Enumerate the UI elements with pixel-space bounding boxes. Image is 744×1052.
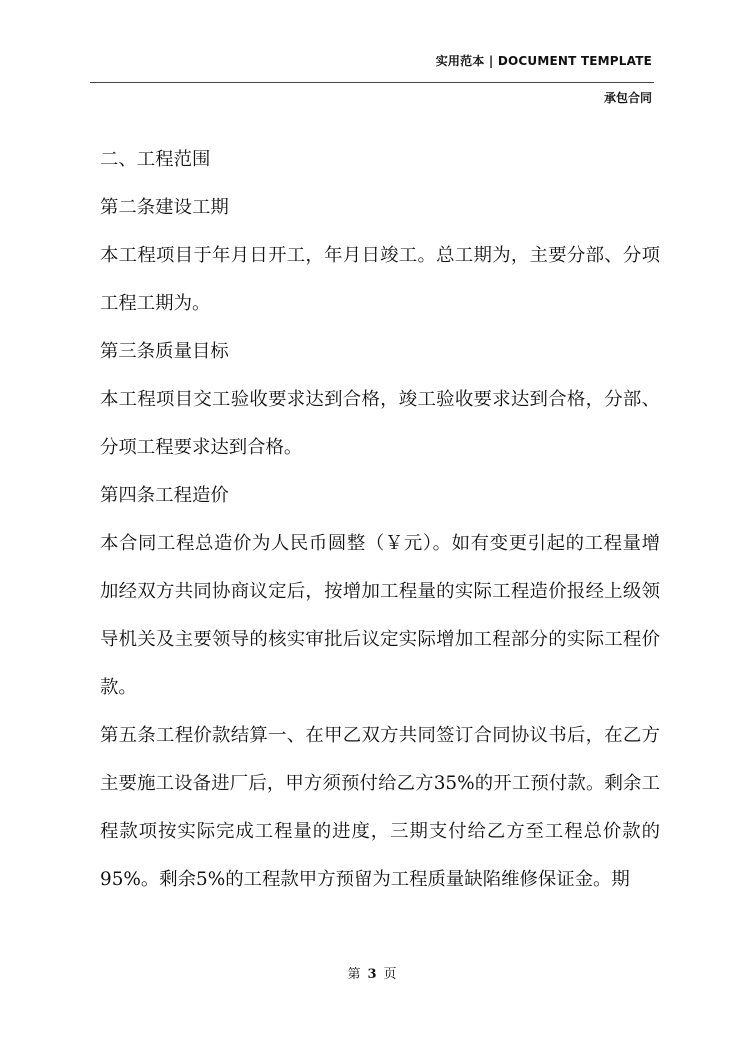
footer-prefix: 第 xyxy=(347,967,361,982)
header-title: 实用范本 | DOCUMENT TEMPLATE xyxy=(435,54,652,68)
page-footer xyxy=(0,963,744,982)
article-2-text: 本工程项目于年月日开工，年月日竣工。总工期为，主要分部、分项工程工期为。 xyxy=(100,245,660,314)
document-body xyxy=(100,136,660,904)
article-3-heading: 第三条质量目标 xyxy=(100,341,229,362)
header-divider xyxy=(90,82,654,83)
article-2-heading: 第二条建设工期 xyxy=(100,197,229,218)
article-4-heading: 第四条工程造价 xyxy=(100,485,229,506)
article-3-text: 本工程项目交工验收要求达到合格，竣工验收要求达到合格，分部、分项工程要求达到合格。 xyxy=(100,389,660,458)
article-4-text: 本合同工程总造价为人民币圆整（￥元）。如有变更引起的工程量增加经双方共同协商议定后，按增加工程量的实际工程造价报经上级领导机关及主要领导的核实审批后议定实际增加工程部分的实际工程价款。 xyxy=(100,533,660,698)
page-number: 3 xyxy=(367,967,377,982)
section-heading-scope: 二、工程范围 xyxy=(100,149,211,170)
header-subtitle: 承包合同 xyxy=(603,91,652,105)
article-5-text: 第五条工程价款结算一、在甲乙双方共同签订合同协议书后，在乙方主要施工设备进厂后，甲方须预付给乙方35%的开工预付款。剩余工程款项按实际完成工程量的进度，三期支付给乙方至工程总价款的95%。剩余5%的工程款甲方预留为工程质量缺陷维修保证金。期 xyxy=(100,725,660,890)
footer-suffix: 页 xyxy=(383,967,397,982)
